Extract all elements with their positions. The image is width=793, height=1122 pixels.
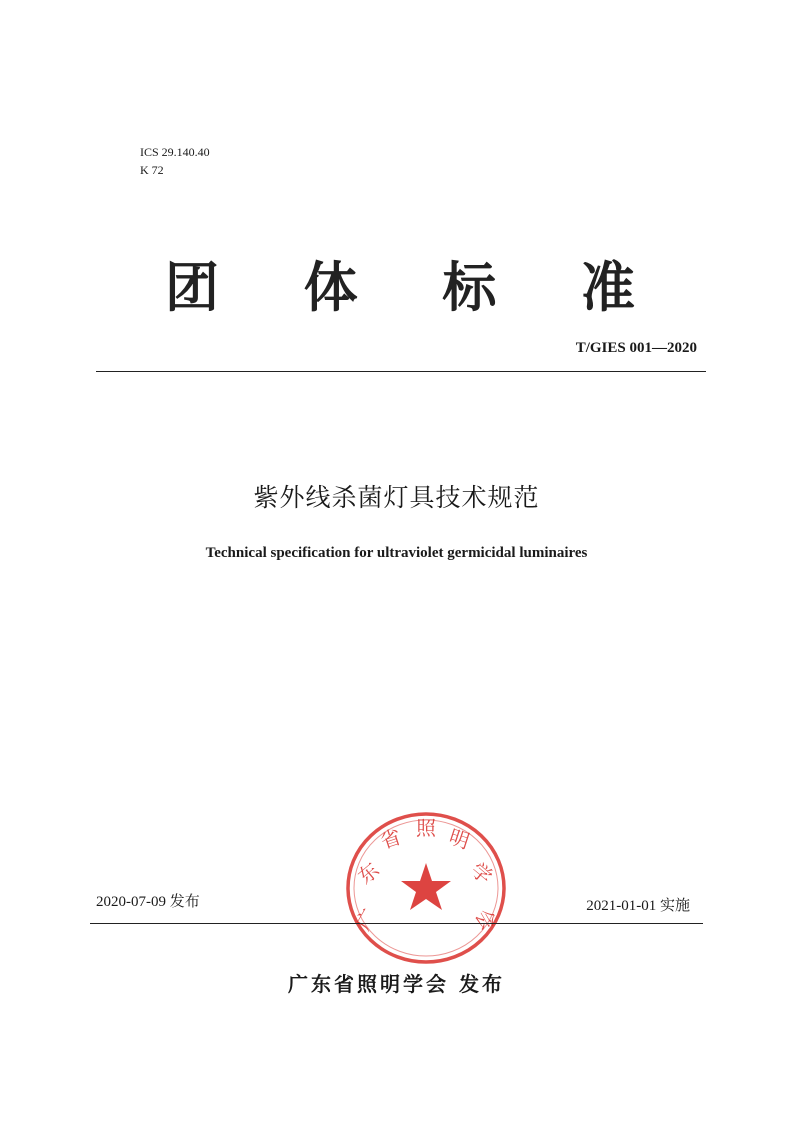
official-seal [343, 808, 509, 968]
svg-text:会: 会 [470, 904, 502, 935]
standard-number: T/GIES 001—2020 [575, 340, 697, 356]
ics-code: ICS 29.140.40 [140, 145, 210, 159]
standard-type-char: 标 [442, 255, 497, 319]
standard-type-heading [165, 248, 635, 318]
svg-text:照: 照 [416, 816, 436, 840]
publisher-line: 广东省照明学会 发布 [288, 972, 505, 996]
standard-type-char: 体 [303, 255, 358, 319]
title-english: Technical specification for ultraviolet germicidal luminaires [205, 545, 588, 561]
classification-codes [140, 143, 210, 179]
top-divider [96, 371, 706, 372]
publish-date: 2020-07-09 发布 [96, 894, 200, 910]
standard-type-char: 团 [165, 255, 219, 319]
svg-text:广: 广 [350, 904, 382, 935]
bottom-divider [90, 923, 703, 924]
title-chinese: 紫外线杀菌灯具技术规范 [253, 483, 540, 512]
svg-text:省: 省 [377, 824, 404, 854]
standard-type-char: 准 [580, 255, 635, 319]
svg-text:明: 明 [446, 824, 473, 854]
svg-text:学: 学 [466, 857, 498, 889]
ccs-code: K 72 [140, 163, 164, 177]
svg-text:东: 东 [352, 857, 384, 889]
implementation-date: 2021-01-01 实施 [586, 898, 690, 914]
seal-star-icon [401, 863, 451, 910]
